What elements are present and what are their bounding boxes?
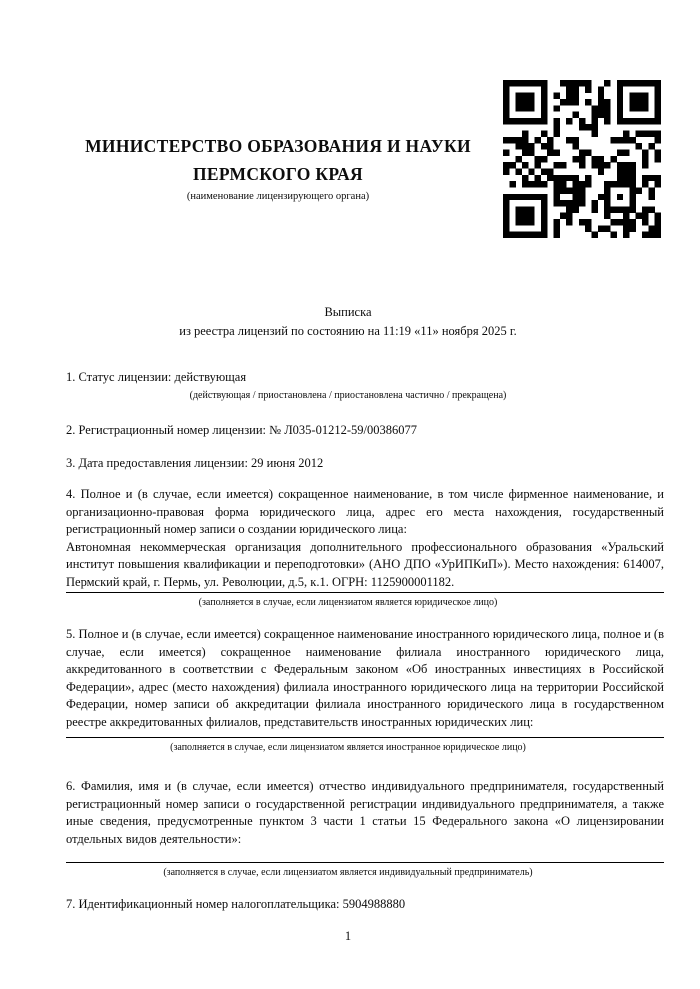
qr-code (503, 80, 661, 238)
ministry-header (66, 132, 490, 204)
item-registration-number (66, 422, 664, 440)
taxpayer-number-text: 7. Идентификационный номер налогоплательщика: 5904988880 (66, 897, 406, 911)
individual-entrepreneur-note: (заполняется в случае, если лицензиатом является индивидуальный предприниматель) (163, 867, 533, 878)
legal-entity-note: (заполняется в случае, если лицензиатом является юридическое лицо) (198, 597, 498, 608)
item-taxpayer-number (66, 896, 664, 914)
individual-entrepreneur-text: 6. Фамилия, имя и (в случае, если имеется) отчество индивидуального предпринимателя, государственный регистрационный номер записи о государственной регистрации индивидуального предпринимателя, а также иные сведения, предусмотренные пунктом 3 части 1 статьи 15 Федерального закона «О лицензировании отдельных видов деятельности»: (66, 779, 664, 846)
ministry-name-line2: ПЕРМСКОГО КРАЯ (193, 164, 363, 184)
legal-entity-value: Автономная некоммерческая организация дополнительного профессионального образования «Уральский институт повышения квалификации и переподготовки» (АНО ДПО «УрИПКиП»). Место нахождения: 614007, Пермский край, г. Пермь, ул. Революции, д.5, к.1. ОГРН: 1125900001182. (66, 539, 664, 589)
foreign-entity-text: 5. Полное и (в случае, если имеется) сокращенное наименование иностранного юридического лица, полное и (в случае, если имеется) сокращенное наименование филиала иностранного юридического лица, аккредитованного в соответствии с Федеральным законом «Об иностранных инвестициях в Российской Федерации», адрес (место нахождения) филиала иностранного юридического лица на территории Российской Федерации, номер записи об аккредитации филиала иностранного юридического лица в государственном реестре аккредитованных филиалов, представительств иностранных юридических лиц: (66, 627, 664, 729)
item-foreign-entity (66, 626, 664, 754)
license-status-note: (действующая / приостановлена / приостановлена частично / прекращена) (189, 389, 507, 401)
registration-number-text: 2. Регистрационный номер лицензии: № Л035-01212-59/00386077 (66, 423, 417, 437)
qr-code-image (503, 80, 661, 238)
item-license-status (66, 369, 664, 402)
license-status-text: 1. Статус лицензии: действующая (66, 370, 247, 384)
fill-line (66, 592, 664, 593)
ministry-name-line1: МИНИСТЕРСТВО ОБРАЗОВАНИЯ И НАУКИ (85, 136, 471, 156)
foreign-entity-note: (заполняется в случае, если лицензиатом является иностранное юридическое лицо) (170, 742, 526, 753)
item-legal-entity (66, 486, 664, 609)
fill-line (66, 737, 664, 738)
license-date-text: 3. Дата предоставления лицензии: 29 июня 2012 (66, 456, 324, 470)
legal-entity-text: 4. Полное и (в случае, если имеется) сокращенное наименование, в том числе фирменное наименование, и организационно-правовая форма юридического лица, адрес его места нахождения, государственный регистрационный номер записи о создании юридического лица: (66, 487, 664, 536)
document-title-line1: Выписка (324, 305, 372, 319)
item-license-date (66, 455, 664, 473)
fill-line (66, 862, 664, 863)
document-title-line2: из реестра лицензий по состоянию на 11:19 «11» ноября 2025 г. (179, 324, 517, 338)
ministry-caption: (наименование лицензирующего органа) (186, 191, 370, 202)
document-title (66, 303, 664, 341)
page-number: 1 (344, 929, 352, 943)
item-individual-entrepreneur (66, 778, 664, 879)
